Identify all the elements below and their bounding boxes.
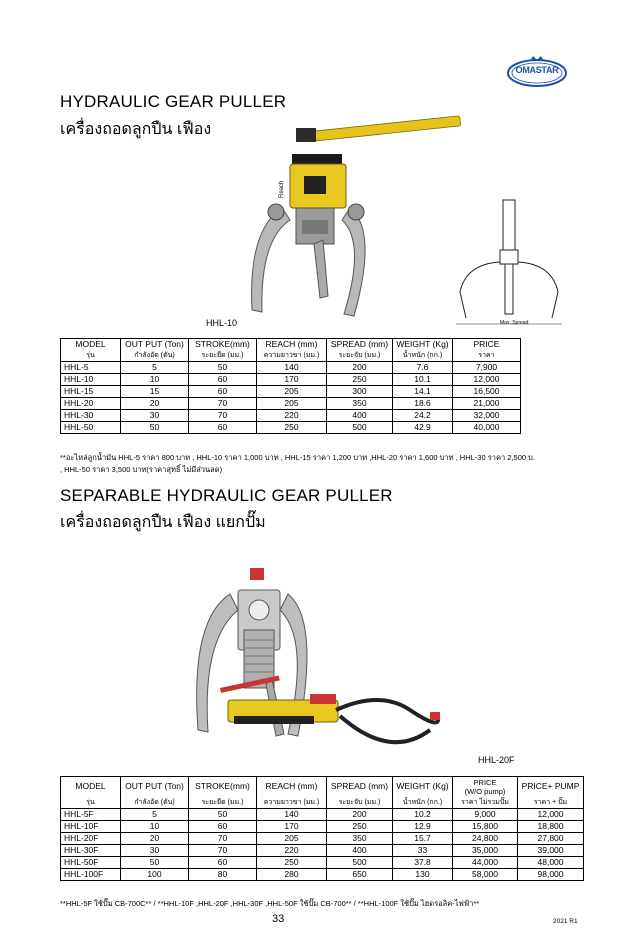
table-cell: 50 — [121, 856, 189, 868]
table-cell: 10.1 — [393, 374, 453, 386]
table-cell: 300 — [327, 386, 393, 398]
table-cell: 70 — [189, 410, 257, 422]
table-cell: 220 — [257, 844, 327, 856]
table-cell: 12,000 — [453, 374, 521, 386]
column-header: PRICE — [453, 339, 521, 351]
table-cell: 60 — [189, 386, 257, 398]
table-cell: 7,900 — [453, 362, 521, 374]
table-cell: 7.6 — [393, 362, 453, 374]
table-row — [61, 856, 584, 868]
table-cell: HHL-20 — [61, 398, 121, 410]
table-cell: 140 — [257, 808, 327, 820]
table-cell: 50 — [189, 362, 257, 374]
table-cell: 50 — [121, 422, 189, 434]
table-cell: 98,000 — [518, 868, 584, 880]
table-cell: 20 — [121, 398, 189, 410]
column-subheader: กำลังอัด (ตัน) — [121, 797, 189, 809]
table-cell: 220 — [257, 410, 327, 422]
section2-subtitle: เครื่องถอดลูกปืน เฟือง แยกปั๊ม — [60, 514, 266, 531]
table-cell: 350 — [327, 832, 393, 844]
table-cell: 14.1 — [393, 386, 453, 398]
table-cell: 205 — [257, 398, 327, 410]
table-cell: 350 — [327, 398, 393, 410]
section2-title: SEPARABLE HYDRAULIC GEAR PULLER — [60, 486, 393, 505]
column-subheader: ราคา + ปั๊ม — [518, 797, 584, 809]
column-header: MODEL — [61, 339, 121, 351]
column-header: PRICE+ PUMP — [518, 777, 584, 797]
table-cell: 20 — [121, 832, 189, 844]
table-cell: 58,000 — [453, 868, 518, 880]
table-cell: 250 — [327, 820, 393, 832]
column-subheader: น้ำหนัก (กก.) — [393, 797, 453, 809]
column-subheader: ราคา — [453, 350, 521, 362]
table-cell: 12.9 — [393, 820, 453, 832]
table-row — [61, 374, 521, 386]
table-cell: HHL-20F — [61, 832, 121, 844]
diagram-label-reach: Reach — [279, 180, 285, 198]
table-cell: 21,000 — [453, 398, 521, 410]
table-cell: 280 — [257, 868, 327, 880]
table-cell: HHL-30F — [61, 844, 121, 856]
table-cell: 5 — [121, 362, 189, 374]
section1-note-line1: **อะไหล่ลูกน้ำมัน HHL-5 ราคา 800 บาท , HHL-10 ราคา 1,000 บาท , HHL-15 ราคา 1,200 บาท ,HHL-20 ราคา 1,600 บาท , HHL-30 ราคา 2,500 บ. — [60, 453, 535, 462]
diagram-label-spread: Max. Spread — [500, 320, 529, 326]
section1-subtitle: เครื่องถอดลูกปืน เฟือง — [60, 121, 212, 138]
column-header: WEIGHT (Kg) — [393, 339, 453, 351]
table-row — [61, 820, 584, 832]
table-cell: 70 — [189, 844, 257, 856]
table-cell: HHL-10F — [61, 820, 121, 832]
table-cell: 15.7 — [393, 832, 453, 844]
table-cell: HHL-50 — [61, 422, 121, 434]
table-cell: 37.8 — [393, 856, 453, 868]
page-number: 33 — [272, 913, 285, 925]
column-header: OUT PUT (Ton) — [121, 777, 189, 797]
table-cell: 650 — [327, 868, 393, 880]
table-row — [61, 868, 584, 880]
table-cell: 12,000 — [518, 808, 584, 820]
table-cell: 15,800 — [453, 820, 518, 832]
table-cell: 205 — [257, 832, 327, 844]
table-cell: 10 — [121, 820, 189, 832]
table-cell: HHL-10 — [61, 374, 121, 386]
table-cell: 500 — [327, 422, 393, 434]
column-header: STROKE(mm) — [189, 777, 257, 797]
column-subheader: ความยาวขา (มม.) — [257, 797, 327, 809]
section2-note: **HHL-5F ใช้ปั๊ม CB-700C** / **HHL-10F ,HHL-20F ,HHL-30F ,HHL-50F ใช้ปั๊ม CB-700** / **HHL-100F ใช้ปั๊ม ไฮดรอลิค-ไฟฟ้า** — [60, 899, 480, 908]
column-subheader: ความยาวขา (มม.) — [257, 350, 327, 362]
column-header: SPREAD (mm) — [327, 339, 393, 351]
logo-text: OMASTAR — [515, 65, 559, 75]
year-code: 2021 R1 — [553, 918, 578, 925]
table-cell: HHL-30 — [61, 410, 121, 422]
table-cell: 32,000 — [453, 410, 521, 422]
table-cell: 16,500 — [453, 386, 521, 398]
table-cell: 39,000 — [518, 844, 584, 856]
table-cell: 70 — [189, 398, 257, 410]
table-cell: 24,800 — [453, 832, 518, 844]
column-subheader: ระยะจับ (มม.) — [327, 797, 393, 809]
table-cell: 170 — [257, 820, 327, 832]
section2-spec-table — [60, 776, 584, 881]
column-subheader: รุ่น — [61, 350, 121, 362]
column-header: MODEL — [61, 777, 121, 797]
table-row — [61, 386, 521, 398]
table-row — [61, 410, 521, 422]
section1-image-caption: HHL-10 — [206, 318, 238, 328]
table-cell: 400 — [327, 844, 393, 856]
table-cell: 18.6 — [393, 398, 453, 410]
section1-title: HYDRAULIC GEAR PULLER — [60, 92, 287, 111]
table-cell: 60 — [189, 422, 257, 434]
column-subheader: ระยะยืด (มม.) — [189, 797, 257, 809]
table-row — [61, 808, 584, 820]
column-subheader: น้ำหนัก (กก.) — [393, 350, 453, 362]
section2-image-caption: HHL-20F — [478, 755, 515, 765]
table-cell: 130 — [393, 868, 453, 880]
column-header: SPREAD (mm) — [327, 777, 393, 797]
table-cell: 18,800 — [518, 820, 584, 832]
column-header: REACH (mm) — [257, 777, 327, 797]
table-cell: HHL-5F — [61, 808, 121, 820]
table-cell: HHL-15 — [61, 386, 121, 398]
table-cell: 27,800 — [518, 832, 584, 844]
table-cell: 60 — [189, 856, 257, 868]
column-header: STROKE(mm) — [189, 339, 257, 351]
table-cell: 10.2 — [393, 808, 453, 820]
section2-subheader-row — [61, 797, 584, 809]
table-cell: 170 — [257, 374, 327, 386]
table-cell: 48,000 — [518, 856, 584, 868]
column-subheader: กำลังอัด (ตัน) — [121, 350, 189, 362]
table-cell: 60 — [189, 374, 257, 386]
column-header: PRICE (W/O pump) — [453, 777, 518, 797]
table-cell: 15 — [121, 386, 189, 398]
table-cell: 35,000 — [453, 844, 518, 856]
table-cell: 250 — [257, 856, 327, 868]
table-cell: 9,000 — [453, 808, 518, 820]
section1-header-row — [61, 339, 521, 351]
column-subheader: ราคา ไม่รวมปั๊ม — [453, 797, 518, 809]
table-cell: 24.2 — [393, 410, 453, 422]
table-cell: 60 — [189, 820, 257, 832]
table-cell: 250 — [257, 422, 327, 434]
table-cell: 5 — [121, 808, 189, 820]
table-cell: 44,000 — [453, 856, 518, 868]
section1-note-line2: , HHL-50 ราคา 3,500 บาท(ราคาสุทธิ์ ไม่มีส่วนลด) — [60, 465, 223, 474]
table-cell: 70 — [189, 832, 257, 844]
table-cell: 10 — [121, 374, 189, 386]
section1-subheader-row — [61, 350, 521, 362]
table-row — [61, 422, 521, 434]
table-cell: 140 — [257, 362, 327, 374]
column-subheader: ระยะจับ (มม.) — [327, 350, 393, 362]
table-row — [61, 832, 584, 844]
table-cell: 200 — [327, 362, 393, 374]
column-header: WEIGHT (Kg) — [393, 777, 453, 797]
table-cell: 42.9 — [393, 422, 453, 434]
omastar-logo — [506, 54, 568, 88]
column-subheader: ระยะยืด (มม.) — [189, 350, 257, 362]
table-cell: 205 — [257, 386, 327, 398]
column-subheader: รุ่น — [61, 797, 121, 809]
table-cell: HHL-100F — [61, 868, 121, 880]
table-cell: 200 — [327, 808, 393, 820]
table-cell: 33 — [393, 844, 453, 856]
table-cell: 100 — [121, 868, 189, 880]
table-cell: 30 — [121, 410, 189, 422]
section2-header-row — [61, 777, 584, 797]
table-cell: 250 — [327, 374, 393, 386]
table-cell: 30 — [121, 844, 189, 856]
table-cell: 40,000 — [453, 422, 521, 434]
separable-gear-puller-image — [180, 560, 460, 750]
column-header: OUT PUT (Ton) — [121, 339, 189, 351]
table-cell: HHL-5 — [61, 362, 121, 374]
table-cell: 500 — [327, 856, 393, 868]
hydraulic-gear-puller-image — [228, 120, 464, 330]
table-row — [61, 398, 521, 410]
section1-spec-table — [60, 338, 521, 434]
table-row — [61, 844, 584, 856]
table-row — [61, 362, 521, 374]
table-cell: 50 — [189, 808, 257, 820]
table-cell: 400 — [327, 410, 393, 422]
column-header: REACH (mm) — [257, 339, 327, 351]
table-cell: HHL-50F — [61, 856, 121, 868]
table-cell: 80 — [189, 868, 257, 880]
